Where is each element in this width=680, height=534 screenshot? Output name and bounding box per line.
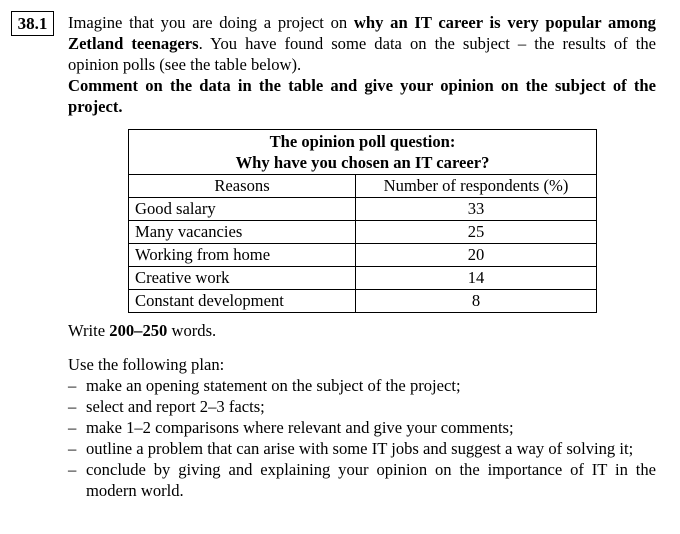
word-count-suffix: words.	[167, 321, 217, 340]
intro-text-end: . You have found some data on the subject – the results of the opinion polls (see the table below).	[68, 34, 656, 74]
plan-item-text: outline a problem that can arise with some IT jobs and suggest a way of solving it;	[86, 439, 634, 458]
writing-plan	[68, 354, 656, 501]
task-number: 38.1	[17, 14, 48, 33]
plan-item-text: select and report 2–3 facts;	[86, 397, 265, 416]
table-row	[129, 290, 597, 313]
intro-text-start: Imagine that you are doing a project on	[68, 13, 354, 32]
dash-bullet: –	[68, 397, 77, 416]
project-description	[68, 12, 656, 75]
plan-item	[68, 459, 656, 501]
plan-item-text: conclude by giving and explaining your opinion on the importance of IT in the modern world.	[86, 460, 656, 500]
dash-bullet: –	[68, 376, 77, 395]
word-count-instruction	[68, 320, 216, 341]
table-header-row	[129, 175, 597, 198]
table-row	[129, 198, 597, 221]
poll-question-cell	[129, 130, 597, 175]
plan-item-text: make an opening statement on the subject of the project;	[86, 376, 461, 395]
plan-intro: Use the following plan:	[68, 355, 225, 374]
reason-cell: Good salary	[129, 198, 356, 221]
plan-item	[68, 375, 656, 396]
table-row	[129, 267, 597, 290]
comment-instruction: Comment on the data in the table and give your opinion on the subject of the project.	[68, 76, 656, 116]
dash-bullet: –	[68, 439, 77, 458]
poll-question: Why have you chosen an IT career?	[235, 153, 490, 172]
reason-cell: Creative work	[129, 267, 356, 290]
value-cell: 14	[356, 267, 597, 290]
word-count-prefix: Write	[68, 321, 110, 340]
column-header-respondents: Number of respondents (%)	[356, 175, 597, 198]
value-cell: 33	[356, 198, 597, 221]
task-instructions	[68, 12, 656, 117]
task-number-box	[11, 11, 54, 36]
reason-cell: Constant development	[129, 290, 356, 313]
table-row	[129, 244, 597, 267]
value-cell: 25	[356, 221, 597, 244]
opinion-poll-table	[128, 129, 597, 313]
reason-cell: Many vacancies	[129, 221, 356, 244]
plan-item	[68, 396, 656, 417]
dash-bullet: –	[68, 460, 77, 479]
reason-cell: Working from home	[129, 244, 356, 267]
plan-item	[68, 438, 656, 459]
table-row	[129, 221, 597, 244]
value-cell: 20	[356, 244, 597, 267]
plan-item-text: make 1–2 comparisons where relevant and give your comments;	[86, 418, 514, 437]
word-count-range: 200–250	[109, 321, 168, 340]
poll-question-row	[129, 130, 597, 175]
plan-item	[68, 417, 656, 438]
poll-question-label: The opinion poll question:	[269, 132, 456, 151]
column-header-reasons: Reasons	[129, 175, 356, 198]
dash-bullet: –	[68, 418, 77, 437]
value-cell: 8	[356, 290, 597, 313]
plan-list	[68, 375, 656, 501]
project-topic: why an IT career is very popular among Zetland teenagers	[68, 13, 656, 53]
